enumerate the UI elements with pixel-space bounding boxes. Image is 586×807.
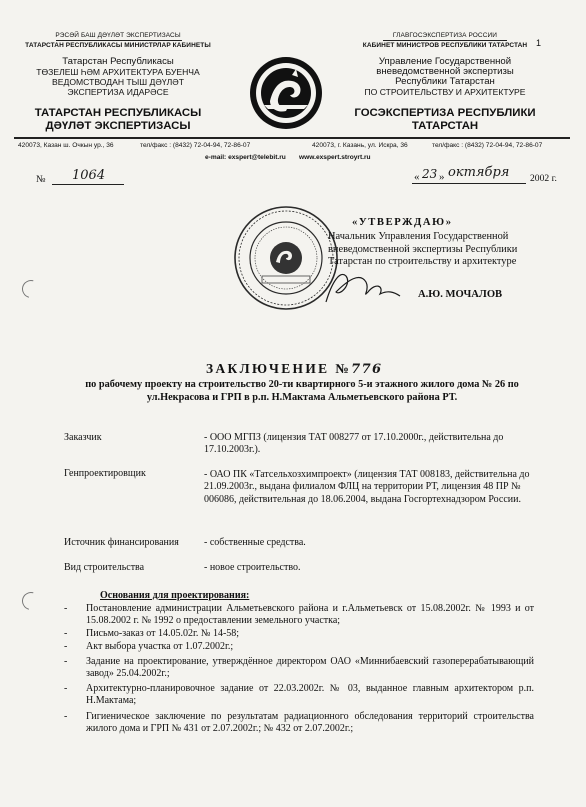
customer-value: - ООО МГПЗ (лицензия ТАТ 008277 от 17.10.2000г., действительна до 17.10.2003г.).	[204, 432, 504, 456]
approval-position: Начальник Управления Государственной вневедомственной экспертизы Республики Татарстан по строительству и архитектуре	[328, 231, 518, 268]
funding-source-label: Источник финансирования	[64, 537, 179, 548]
basis-item-4: Задание на проектирование, утверждённое директором ОАО «Миннибаевский газоперерабатывающий завод» 25.04.2002г.;	[86, 656, 534, 680]
basis-item-2: Письмо-заказ от 14.05.02г. № 14-58;	[86, 628, 240, 639]
date-year: 2002 г.	[530, 173, 557, 184]
header-right-org: Управление Государственной вневедомственной экспертизы Республики Татарстан ПО СТРОИТЕЛЬСТВУ И АРХИТЕКТУРЕ	[364, 56, 526, 97]
title-label: ЗАКЛЮЧЕНИЕ №	[206, 361, 352, 376]
customer-label: Заказчик	[64, 432, 102, 443]
header-right-name: ГОСЭКСПЕРТИЗА РЕСПУБЛИКИ ТАТАРСТАН	[354, 107, 536, 132]
header-left-name: ТАТАРСТАН РЕСПУБЛИКАСЫ ДӘҮЛӘТ ЭКСПЕРТИЗАСЫ	[34, 107, 202, 132]
header-right-line1: ГЛАВГОСЭКСПЕРТИЗА РОССИИ	[392, 32, 498, 39]
doc-number-label: №	[36, 174, 46, 185]
header-left-line1: РЭСӘЙ БАШ ДӘҮЛӘТ ЭКСПЕРТИЗАСЫ	[55, 32, 181, 39]
approval-signatory: А.Ю. МОЧАЛОВ	[418, 289, 503, 300]
basis-item-1: Постановление администрации Альметьевского района и г.Альметьевск от 15.08.2002г. № 1993 и от 15.08.2002 г. № 1992 о предоставлении земельного участка;	[86, 603, 534, 627]
approval-heading: «УТВЕРЖДАЮ»	[352, 217, 453, 228]
funding-source-value: - собственные средства.	[204, 537, 306, 548]
header-left-line2: ТАТАРСТАН РЕСПУБЛИКАСЫ МИНИСТРЛАР КАБИНЕТЫ	[25, 42, 211, 49]
punch-hole-mark	[19, 277, 44, 302]
tatarstan-emblem-icon	[248, 55, 324, 131]
general-designer-label: Генпроектировщик	[64, 468, 146, 479]
document-title	[206, 361, 382, 377]
construction-type-value: - новое строительство.	[204, 562, 301, 573]
page-number: 1	[536, 38, 542, 48]
header-right-address: 420073, г. Казань, ул. Искра, 36	[312, 142, 408, 149]
date-month: октября	[448, 165, 510, 180]
basis-item-3: Акт выбора участка от 1.07.2002г.;	[86, 641, 234, 652]
document-subtitle: по рабочему проекту на строительство 20-ти квартирного 5-и этажного жилого дома № 26 по ул.Некрасова и ГРП в р.п. Н.Мактама Альметьевского района РТ.	[85, 379, 519, 403]
header-left-phone: тел/факс : (8432) 72-04-94, 72-86-07	[140, 142, 251, 149]
header-left-address: 420073, Казан ш. Очкын ур., 36	[18, 142, 114, 149]
bases-title: Основания для проектирования:	[100, 590, 250, 601]
header-right-phone: тел/факс : (8432) 72-04-94, 72-86-07	[432, 142, 543, 149]
header-website: www.exspert.stroyrt.ru	[299, 154, 371, 161]
header-right-line2: КАБИНЕТ МИНИСТРОВ РЕСПУБЛИКИ ТАТАРСТАН	[362, 42, 528, 49]
basis-item-5: Архитектурно-планировочное задание от 22.03.2002г. № 03, выданное главным архитектором р.п. Н.Мактама;	[86, 683, 534, 707]
title-number: 776	[351, 362, 383, 377]
construction-type-label: Вид строительства	[64, 562, 145, 573]
date-quote-open: «	[414, 171, 420, 183]
header-left-org: Татарстан Республикасы ТӨЗЕЛЕШ ҺӘМ АРХИТЕКТУРА БУЕНЧА ВЕДОМСТВОДАН ТЫШ ДӘҮЛӘТ ЭКСПЕРТИЗА ИДАРӘСЕ	[36, 56, 200, 97]
date-quote-close: »	[439, 171, 445, 183]
punch-hole-mark	[19, 589, 44, 614]
signature	[322, 262, 402, 308]
doc-number: 1064	[72, 168, 106, 183]
general-designer-value: - ОАО ПК «Татсельхозхимпроект» (лицензия ТАТ 008183, действительна до 21.09.2003г., выдана филиалом ФЛЦ на территории РТ, лицензия 48 ПР № 006086, действительная до 18.06.2004, выдана Госгортехнадзором России.	[204, 469, 530, 505]
basis-item-6: Гигиеническое заключение по результатам радиационного обследования территорий строительства жилого дома и ГРП № 431 от 2.07.2002г.; № 432 от 2.07.2002г.;	[86, 711, 534, 735]
date-day: 23	[422, 167, 438, 181]
header-email: e-mail: exspert@telebit.ru	[205, 154, 286, 161]
